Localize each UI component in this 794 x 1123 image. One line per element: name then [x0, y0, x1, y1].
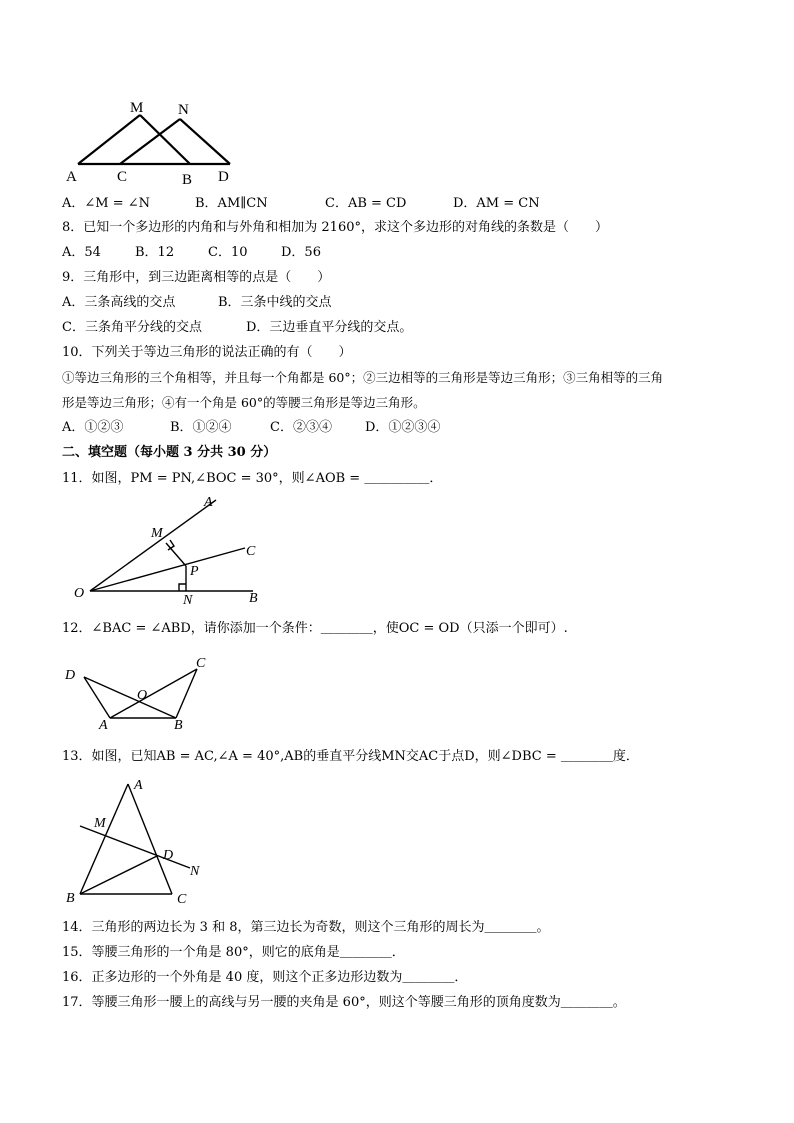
- q7-option-a[interactable]: A．∠M = ∠N: [62, 196, 151, 211]
- label-A: A: [99, 718, 108, 733]
- right-angle-N: [179, 584, 186, 591]
- section-2-heading: 二、填空题（每小题 3 分共 30 分）: [62, 445, 277, 460]
- label-O: O: [137, 688, 148, 703]
- label-D: D: [65, 668, 76, 683]
- right-angle-M: [168, 540, 174, 550]
- q16-stem[interactable]: 16．正多边形的一个外角是 40 度，则这个正多边形边数为＿＿＿＿．: [62, 970, 468, 985]
- q11-stem[interactable]: 11．如图，PM = PN,∠BOC = 30°，则∠AOB = ＿＿＿＿＿．: [62, 471, 443, 486]
- label-M: M: [130, 100, 144, 116]
- label-M: M: [94, 816, 106, 831]
- q9-stem: 9．三角形中，到三边距离相等的点是（ ）: [62, 270, 331, 285]
- q9-option-b[interactable]: B．三条中线的交点: [218, 295, 332, 310]
- segment-AC: [128, 784, 172, 894]
- segment-AB: [80, 784, 128, 894]
- q13-stem[interactable]: 13．如图，已知AB = AC,∠A = 40°,AB的垂直平分线MN交AC于点D，则∠DBC = ＿＿＿＿度．: [62, 749, 639, 764]
- segment-PM: [166, 543, 186, 566]
- label-N: N: [183, 593, 193, 608]
- q8-option-d[interactable]: D．56: [281, 245, 321, 260]
- segment-CB: [176, 669, 197, 718]
- q9-option-d[interactable]: D．三边垂直平分线的交点。: [246, 320, 413, 335]
- q13-figure: [62, 774, 222, 909]
- q9-option-a[interactable]: A．三条高线的交点: [62, 295, 176, 310]
- label-B: B: [174, 718, 183, 733]
- line-MN: [80, 826, 190, 868]
- q7-option-c[interactable]: C．AB = CD: [325, 196, 407, 211]
- q11-figure: [70, 492, 270, 607]
- label-C: C: [177, 892, 187, 907]
- segment-CA: [110, 669, 197, 718]
- label-C: C: [196, 656, 206, 671]
- label-A: A: [66, 169, 77, 185]
- q10-option-a[interactable]: A．①②③: [62, 420, 124, 435]
- label-M: M: [151, 526, 163, 541]
- q8-option-b[interactable]: B．12: [135, 245, 175, 260]
- label-C: C: [117, 169, 128, 185]
- q10-option-c[interactable]: C．②③④: [270, 420, 332, 435]
- q7-option-b[interactable]: B．AM∥CN: [195, 196, 268, 211]
- q15-stem[interactable]: 15．等腰三角形的一个角是 80°，则它的底角是＿＿＿＿．: [62, 945, 405, 960]
- q17-stem[interactable]: 17．等腰三角形一腰上的高线与另一腰的夹角是 60°，则这个等腰三角形的顶角度数为＿＿＿＿。: [62, 995, 626, 1010]
- q7-figure: [60, 95, 240, 190]
- label-B: B: [249, 591, 258, 606]
- q10-option-d[interactable]: D．①②③④: [365, 420, 441, 435]
- label-N: N: [190, 864, 200, 879]
- q8-stem: 8．已知一个多边形的内角和与外角和相加为 2160°，求这个多边形的对角线的条数是（ ）: [62, 220, 608, 235]
- q9-option-c[interactable]: C．三条角平分线的交点: [62, 320, 202, 335]
- label-A: A: [134, 778, 143, 793]
- q8-option-a[interactable]: A．54: [62, 245, 101, 260]
- label-N: N: [178, 102, 189, 118]
- label-A: A: [204, 495, 213, 510]
- segment-BD: [80, 856, 157, 894]
- q14-stem[interactable]: 14．三角形的两边长为 3 和 8，第三边长为奇数，则这个三角形的周长为＿＿＿＿。: [62, 920, 550, 935]
- label-O: O: [74, 586, 85, 601]
- label-C: C: [246, 544, 256, 559]
- label-B: B: [66, 891, 75, 906]
- label-D: D: [163, 848, 174, 863]
- q12-stem[interactable]: 12．∠BAC = ∠ABD，请你添加一个条件：＿＿＿＿，使OC = OD（只添一个即可）.: [62, 621, 568, 636]
- q12-figure: [62, 652, 227, 732]
- label-D: D: [218, 169, 229, 185]
- q10-option-b[interactable]: B．①②④: [170, 420, 232, 435]
- segment-ND: [180, 119, 230, 164]
- label-P: P: [190, 564, 199, 579]
- q8-option-c[interactable]: C．10: [208, 245, 248, 260]
- q7-option-d[interactable]: D．AM = CN: [453, 196, 540, 211]
- ray-OC: [90, 548, 245, 591]
- q10-stem: 10．下列关于等边三角形的说法正确的有（ ）: [62, 345, 352, 360]
- q10-statement-line-1: ①等边三角形的三个角相等，并且每一个角都是 60°；②三边相等的三角形是等边三角形；③三角相等的三角: [62, 370, 664, 385]
- label-B: B: [182, 172, 193, 188]
- q10-statement-line-2: 形是等边三角形；④有一个角是 60°的等腰三角形是等边三角形。: [62, 395, 426, 410]
